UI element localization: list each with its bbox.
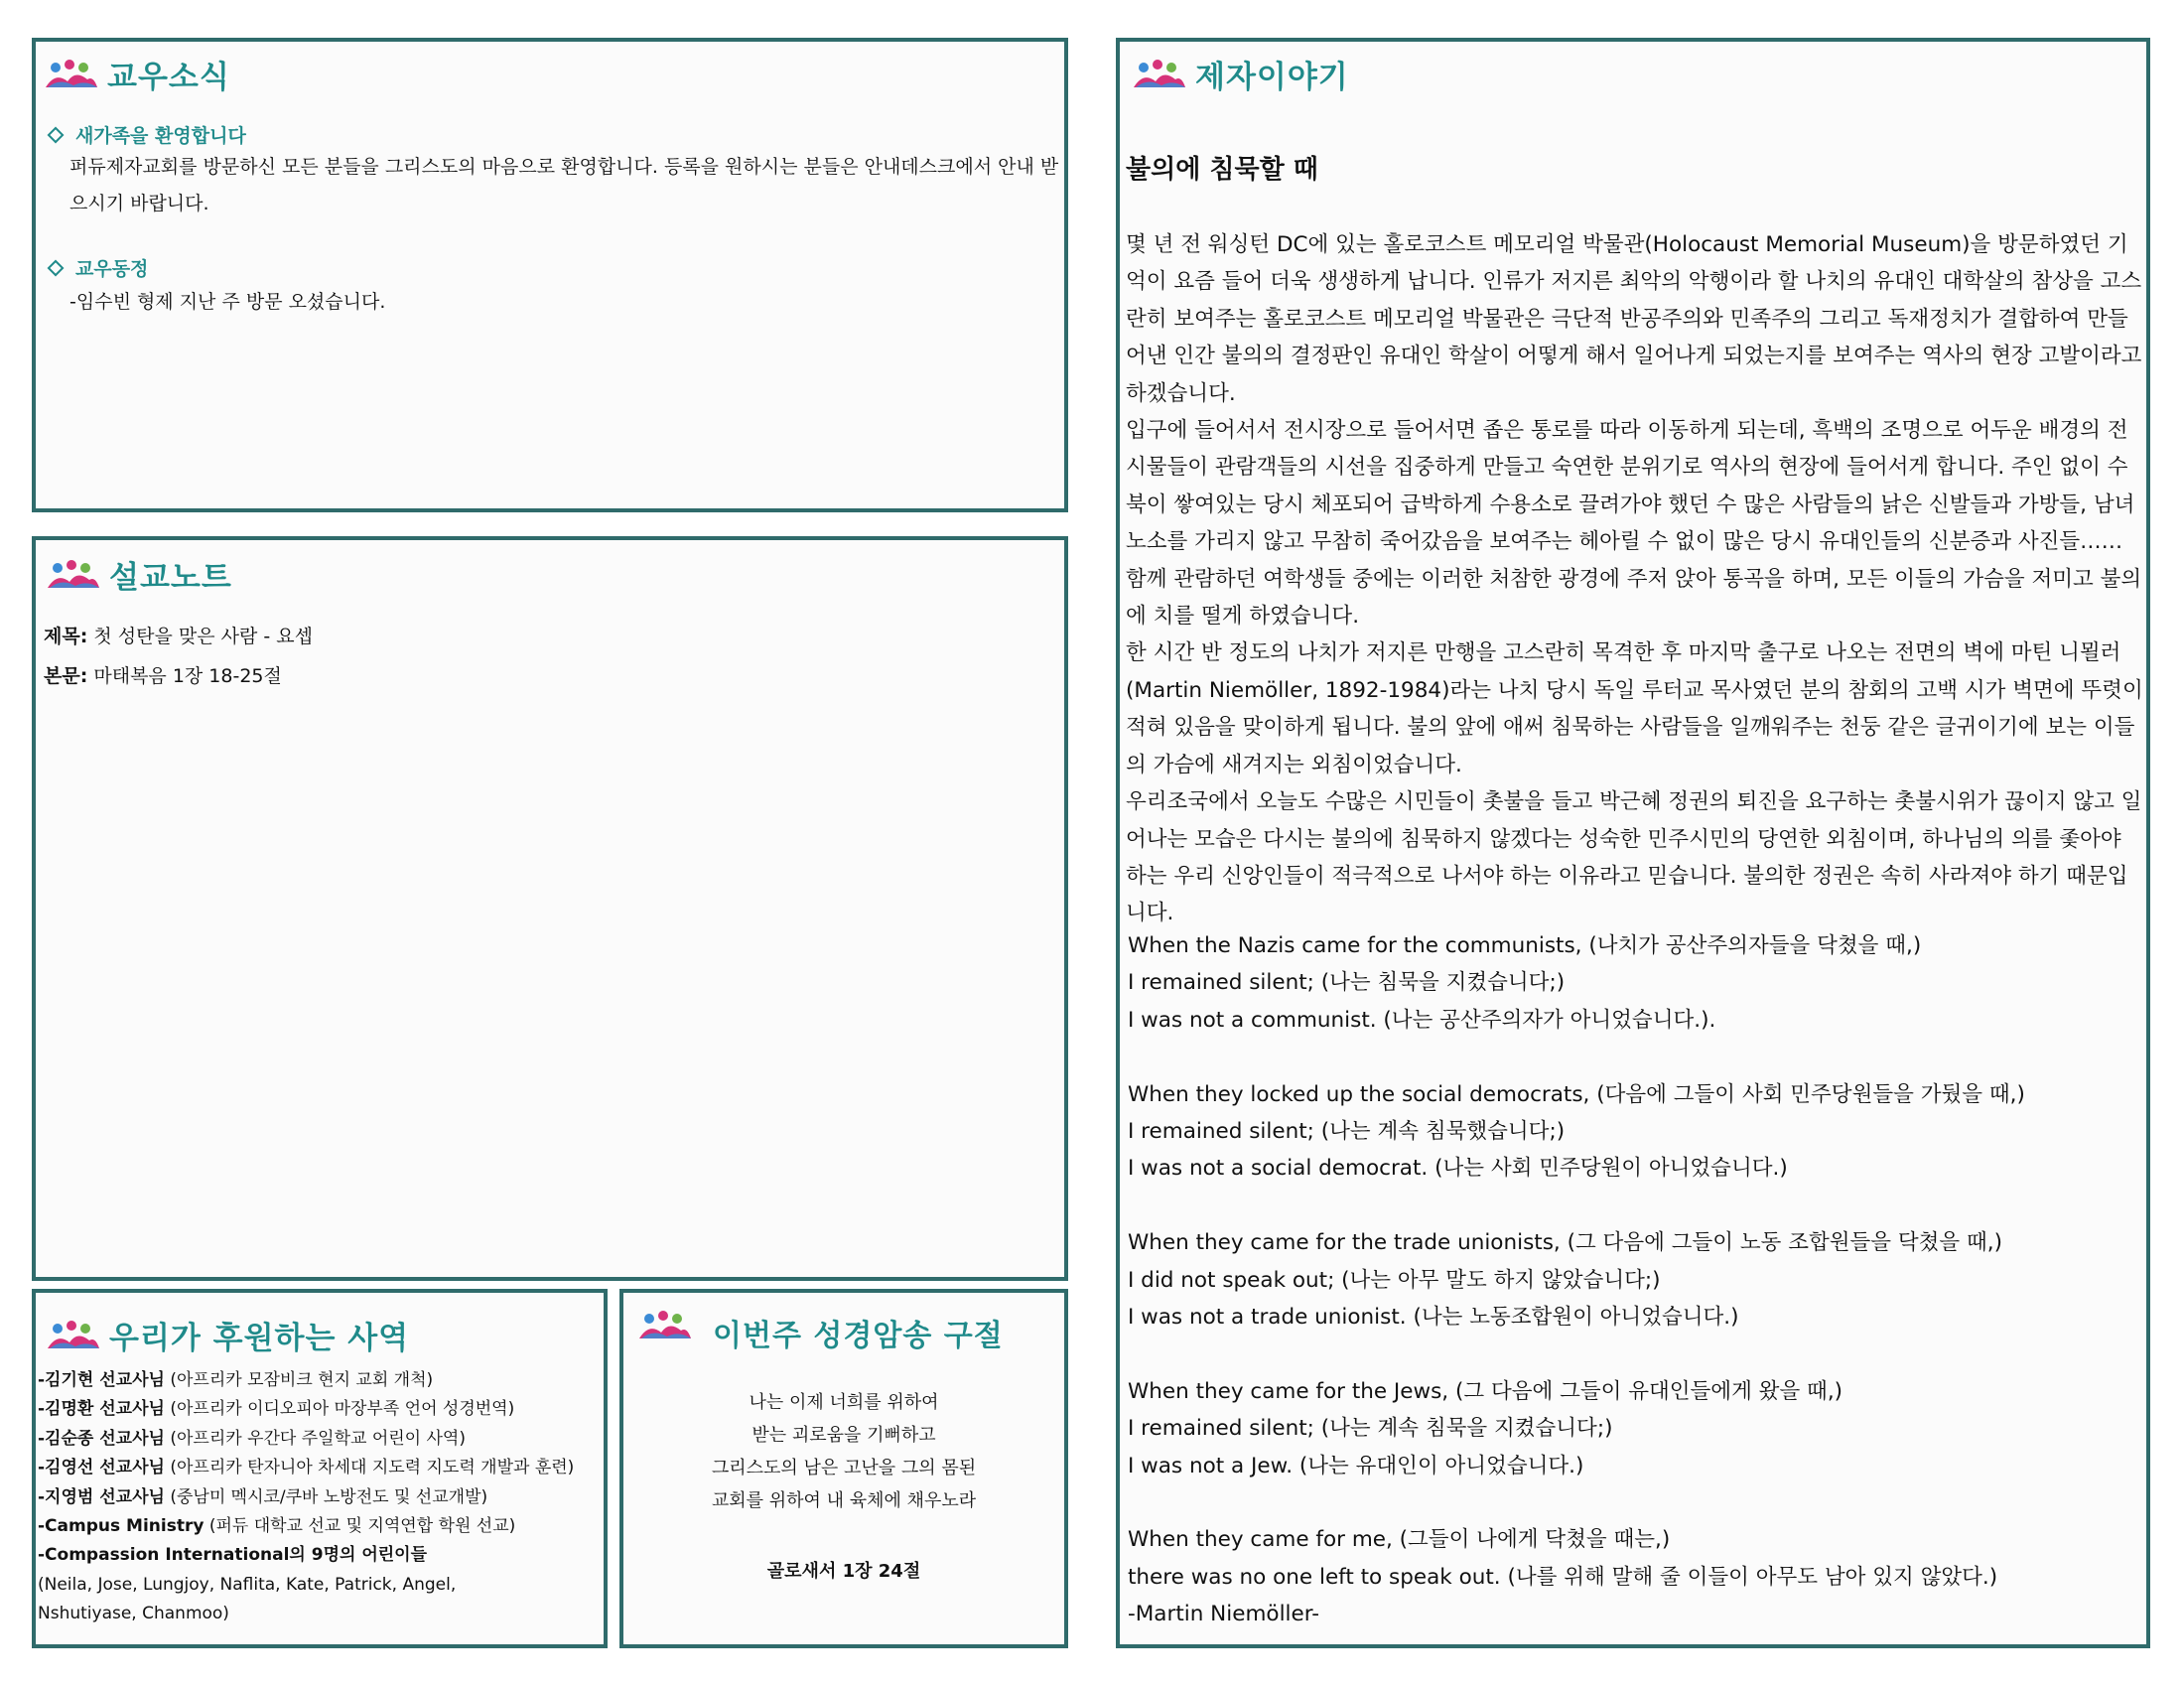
poem-line: When they came for the trade unionists, (그 다음에 그들이 노동 조합원들을 닥쳤을 때,): [1128, 1230, 2003, 1256]
poem-stanza-gap: [1128, 1188, 2140, 1224]
church-people-logo-icon: [46, 1319, 101, 1352]
poem-author: -Martin Niemöller-: [1128, 1602, 1319, 1627]
welcome-body: 퍼듀제자교회를 방문하신 모든 분들을 그리스도의 마음으로 환영합니다. 등록을 원하시는 분들은 안내데스크에서 안내 받으시기 바랍니다.: [69, 156, 1059, 214]
sermon-panel: [32, 536, 1068, 1281]
list-item: [38, 1600, 604, 1628]
mission-desc: (퍼듀 대학교 선교 및 지역연합 학원 선교): [204, 1516, 516, 1537]
verse-panel: [619, 1289, 1068, 1648]
verse-header: [637, 1309, 693, 1342]
missionary-name: -김기현 선교사님: [38, 1370, 165, 1390]
diamond-bullet-icon: [48, 126, 65, 143]
news-title: 교우소식: [107, 60, 230, 95]
list-item: [38, 1483, 604, 1512]
visit-body: -임수빈 형제 지난 주 방문 오셨습니다.: [69, 291, 386, 313]
verse-line: 그리스도의 남은 고난을 그의 몸된: [711, 1458, 977, 1478]
poem-line: I was not a trade unionist. (나는 노동조합원이 아니었습니다.): [1128, 1305, 1739, 1331]
story-panel: [1116, 38, 2150, 1648]
missionary-name: -김명환 선교사님: [38, 1399, 165, 1420]
sermon-title-value: 첫 성탄을 맞은 사람 - 요셉: [93, 626, 313, 647]
poem-stanza-gap: [1128, 1336, 2140, 1372]
list-item: [38, 1454, 604, 1482]
news-header: [44, 52, 230, 96]
missionary-name: -김영선 선교사님: [38, 1458, 165, 1478]
missionary-name: -지영범 선교사님: [38, 1486, 165, 1507]
verse-line: 나는 이제 너희를 위하여: [749, 1392, 939, 1413]
mission-desc: Nshutiyase, Chanmoo): [38, 1604, 229, 1624]
sermon-header: [46, 552, 232, 597]
story-paragraph: 우리조국에서 오늘도 수많은 시민들이 촛불을 들고 박근혜 정권의 퇴진을 요구하는 촛불시위가 끊이지 않고 일어나는 모습은 다시는 불의에 침묵하지 않겠다는 성숙한 민주시민의 당연한 외침이며, 하나님의 의를 좇아야 하는 우리 신앙인들이 적극적으로 나서야 하는 이유라고 믿습니다. 불의한 정권은 속히 사라져야 하기 때문입니다.: [1126, 789, 2142, 926]
story-paragraph: 몇 년 전 워싱턴 DC에 있는 홀로코스트 메모리얼 박물관(Holocaust Memorial Museum)을 방문하였던 기억이 요즘 들어 더욱 생생하게 납니다. 인류가 저지른 최악의 악행이라 할 나치의 유대인 대학살의 참상을 고스란히 보여주는 홀로코스트 메모리얼 박물관은 극단적 반공주의와 민족주의 그리고 독재정치가 결합하여 만들어낸 인간 불의의 결정판인 유대인 학살이 어떻게 해서 일어나게 되었는지를 보여주는 역사의 현장 고발이라고 하겠습니다.: [1126, 232, 2142, 406]
list-item: [38, 1571, 604, 1600]
sermon-passage-row: [44, 661, 282, 688]
sermon-title: 설교노트: [109, 560, 232, 596]
visit-heading-text: 교우동정: [75, 258, 149, 280]
mission-desc: (아프리카 탄자니아 차세대 지도력 지도력 개발과 훈련): [164, 1458, 575, 1478]
poem-line: I was not a Jew. (나는 유대인이 아니었습니다.): [1128, 1453, 1584, 1478]
sermon-passage-label: 본문:: [44, 665, 88, 687]
poem-stanza-gap: [1128, 1484, 2140, 1521]
story-header: [1132, 52, 1349, 96]
welcome-heading: [44, 121, 246, 148]
verse-body: [623, 1386, 1064, 1517]
church-people-logo-icon: [1132, 58, 1187, 91]
church-people-logo-icon: [46, 558, 101, 592]
poem-line: When the Nazis came for the communists, (나치가 공산주의자들을 닥쳤을 때,): [1128, 933, 1922, 958]
poem-line: I remained silent; (나는 계속 침묵했습니다;): [1128, 1119, 1566, 1145]
mission-desc: (중남미 멕시코/쿠바 노방전도 및 선교개발): [164, 1486, 488, 1507]
mission-header: [46, 1313, 409, 1357]
poem-line: I remained silent; (나는 침묵을 지켰습니다;): [1128, 970, 1566, 996]
story-paragraph: 한 시간 반 정도의 나치가 저지른 만행을 고스란히 목격한 후 마지막 출구로 나오는 전면의 벽에 마틴 니묄러(Martin Niemöller, 1892-1984)라는 나치 당시 독일 루터교 목사였던 분의 참회의 고백 시가 벽면에 뚜렷이 적혀 있음을 맞이하게 됩니다. 불의 앞에 애써 침묵하는 사람들을 일깨워주는 천둥 같은 글귀이기에 보는 이들의 가슴에 새겨지는 외침이었습니다.: [1126, 640, 2143, 777]
poem-line: I remained silent; (나는 계속 침묵을 지켰습니다;): [1128, 1416, 1613, 1442]
visit-heading: [44, 254, 148, 281]
poem-line: When they locked up the social democrats, (다음에 그들이 사회 민주당원들을 가뒀을 때,): [1128, 1081, 2025, 1107]
welcome-heading-text: 새가족을 환영합니다: [75, 125, 246, 147]
list-item: [38, 1541, 604, 1570]
poem-line: there was no one left to speak out. (나를 위해 말해 줄 이들이 아무도 남아 있지 않았다.): [1128, 1564, 1998, 1590]
mission-desc: (아프리카 우간다 주일학교 어린이 사역): [164, 1428, 466, 1449]
niemoller-poem: [1128, 927, 2140, 1633]
diamond-bullet-icon: [48, 259, 65, 276]
sermon-title-label: 제목:: [44, 626, 88, 647]
church-people-logo-icon: [44, 58, 99, 91]
poem-line: I did not speak out; (나는 아무 말도 하지 않았습니다;): [1128, 1267, 1661, 1293]
church-people-logo-icon: [637, 1309, 693, 1342]
mission-title: 우리가 후원하는 사역: [109, 1321, 410, 1356]
mission-desc: (Neila, Jose, Lungjoy, Naflita, Kate, Patrick, Angel,: [38, 1574, 457, 1595]
poem-line: When they came for me, (그들이 나에게 닥쳤을 때는,): [1128, 1527, 1671, 1553]
story-title: 제자이야기: [1195, 60, 1349, 95]
mission-list: [38, 1366, 604, 1629]
verse-line: 받는 괴로움을 기뻐하고: [751, 1425, 936, 1446]
sermon-passage-value: 마태복음 1장 18-25절: [93, 665, 282, 687]
missionary-name: -Compassion International의 9명의 어린이들: [38, 1545, 428, 1566]
list-item: [38, 1512, 604, 1541]
poem-stanza-gap: [1128, 1039, 2140, 1075]
mission-desc: (아프리카 모잠비크 현지 교회 개척): [164, 1370, 434, 1390]
story-paragraphs: [1126, 226, 2144, 932]
verse-title: 이번주 성경암송 구절: [713, 1319, 1004, 1353]
poem-line: I was not a communist. (나는 공산주의자가 아니었습니다.).: [1128, 1007, 1716, 1033]
list-item: [38, 1425, 604, 1454]
story-paragraph: 입구에 들어서서 전시장으로 들어서면 좁은 통로를 따라 이동하게 되는데, 흑백의 조명으로 어두운 배경의 전시물들이 관람객들의 시선을 집중하게 만들고 숙연한 분위기로 역사의 현장에 들어서게 합니다. 주인 없이 수북이 쌓여있는 당시 체포되어 급박하게 수용소로 끌려가야 했던 수 많은 사람들의 낡은 신발들과 가방들, 남녀노소를 가리지 않고 무참히 죽어갔음을 보여주는 헤아릴 수 없이 많은 당시 유대인들의 신분증과 사진들…… 함께 관람하던 여학생들 중에는 이러한 처참한 광경에 주저 앉아 통곡을 하며, 모든 이들의 가슴을 저미고 불의에 치를 떨게 하였습니다.: [1126, 418, 2142, 630]
verse-line: 교회를 위하여 내 육체에 채우노라: [711, 1490, 977, 1511]
missionary-name: -Campus Ministry: [38, 1516, 205, 1537]
poem-line: I was not a social democrat. (나는 사회 민주당원이 아니었습니다.): [1128, 1156, 1788, 1182]
news-panel: [32, 38, 1068, 512]
poem-line: When they came for the Jews, (그 다음에 그들이 유대인들에게 왔을 때,): [1128, 1378, 1843, 1404]
mission-panel: [32, 1289, 608, 1648]
list-item: [38, 1366, 604, 1395]
missionary-name: -김순종 선교사님: [38, 1428, 165, 1449]
list-item: [38, 1395, 604, 1424]
mission-desc: (아프리카 이디오피아 마장부족 언어 성경번역): [164, 1399, 515, 1420]
story-subtitle: 불의에 침묵할 때: [1126, 155, 1318, 185]
sermon-title-row: [44, 622, 313, 648]
verse-reference: 골로새서 1장 24절: [766, 1561, 921, 1582]
